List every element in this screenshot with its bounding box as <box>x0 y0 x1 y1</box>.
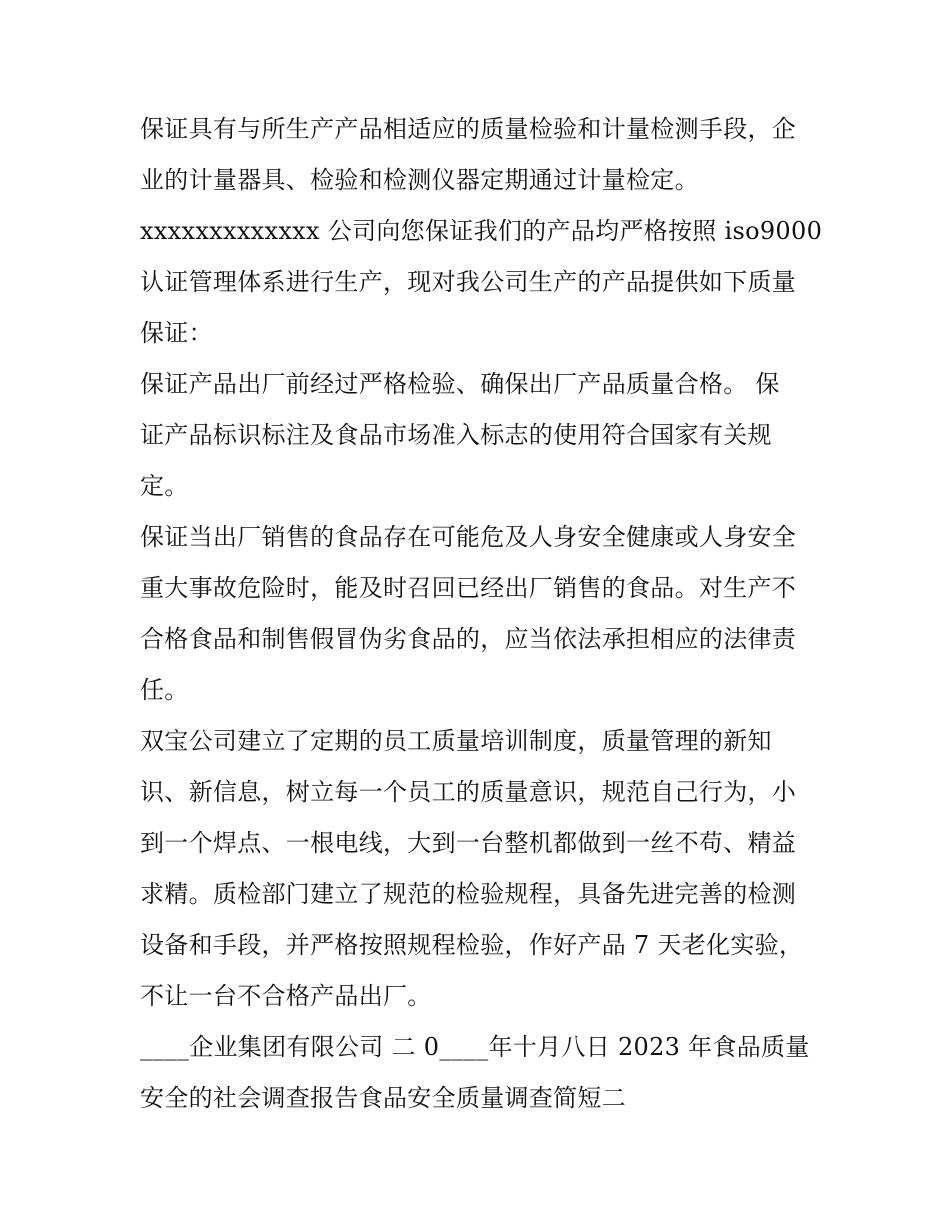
text-line-15: 到一个焊点、一根电线，大到一台整机都做到一丝不苟、精益 <box>140 829 797 857</box>
text-line-1: 保证具有与所生产产品相适应的质量检验和计量检测手段，企 <box>140 115 797 143</box>
document-body <box>140 104 823 1124</box>
text-line-14: 识、新信息，树立每一个员工的质量意识，规范自己行为，小 <box>140 778 797 806</box>
text-line-19: ____企业集团有限公司 二 0____年十月八日 2023 年食品质量 <box>140 1033 810 1061</box>
text-line-6: 保证产品出厂前经过严格检验、确保出厂产品质量合格。 保 <box>140 370 780 398</box>
text-line-11: 合格食品和制售假冒伪劣食品的，应当依法承担相应的法律责 <box>140 625 797 653</box>
text-line-2: 业的计量器具、检验和检测仪器定期通过计量检定。 <box>140 166 699 194</box>
text-line-8: 定。 <box>140 472 189 500</box>
text-line-4: 认证管理体系进行生产，现对我公司生产的产品提供如下质量 <box>140 268 797 296</box>
text-line-7: 证产品标识标注及食品市场准入标志的使用符合国家有关规 <box>140 421 772 449</box>
text-line-12: 任。 <box>140 676 189 704</box>
text-line-5: 保证： <box>140 319 213 347</box>
text-line-9: 保证当出厂销售的食品存在可能危及人身安全健康或人身安全 <box>140 523 797 551</box>
text-line-3: xxxxxxxxxxxxx 公司向您保证我们的产品均严格按照 iso9000 <box>140 217 823 245</box>
text-line-16: 求精。质检部门建立了规范的检验规程，具备先进完善的检测 <box>140 880 797 908</box>
text-line-18: 不让一台不合格产品出厂。 <box>140 982 432 1010</box>
text-line-10: 重大事故危险时，能及时召回已经出厂销售的食品。对生产不 <box>140 574 797 602</box>
text-line-20: 安全的社会调查报告食品安全质量调查简短二 <box>140 1084 626 1112</box>
text-line-17: 设备和手段，并严格按照规程检验，作好产品 7 天老化实验， <box>140 931 804 959</box>
text-line-13: 双宝公司建立了定期的员工质量培训制度，质量管理的新知 <box>140 727 772 755</box>
